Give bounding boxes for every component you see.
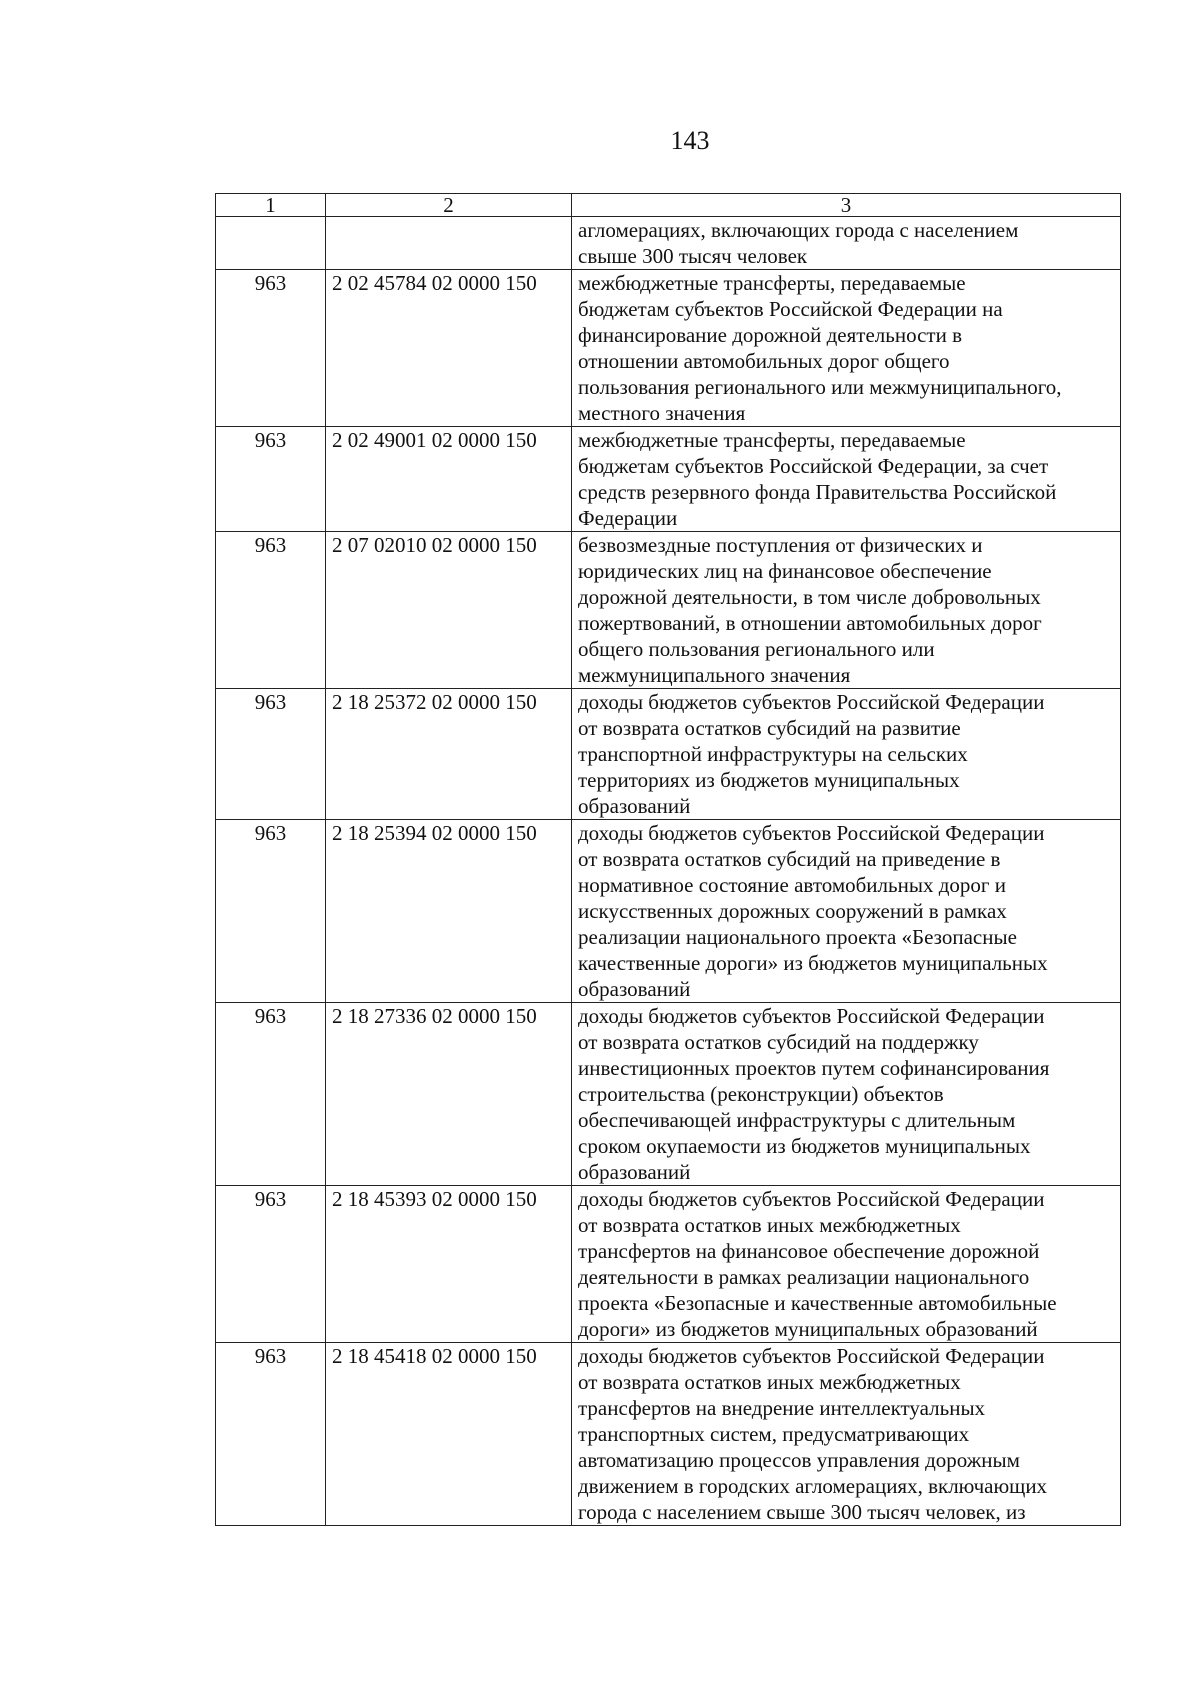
description-line: автоматизацию процессов управления дорожным <box>578 1448 1020 1472</box>
description-line: искусственных дорожных сооружений в рамках <box>578 899 1007 923</box>
description-line: от возврата остатков субсидий на поддержку <box>578 1030 979 1054</box>
revenue-code-cell: 2 18 45393 02 0000 150 <box>326 1186 572 1343</box>
description-cell <box>572 1003 1121 1186</box>
table-body <box>216 217 1121 1526</box>
table-row <box>216 427 1121 532</box>
description-line: доходы бюджетов субъектов Российской Федерации <box>578 1004 1045 1028</box>
description-line: свыше 300 тысяч человек <box>578 244 808 268</box>
description-line: города с населением свыше 300 тысяч человек, из <box>578 1500 1026 1524</box>
description-line: пожертвований, в отношении автомобильных дорог <box>578 611 1042 635</box>
table-header <box>216 194 1121 217</box>
budget-codes-table <box>215 193 1121 1526</box>
description-line: общего пользования регионального или <box>578 637 935 661</box>
description-line: сроком окупаемости из бюджетов муниципальных <box>578 1134 1031 1158</box>
description-line: дорожной деятельности, в том числе добровольных <box>578 585 1041 609</box>
admin-code-cell <box>216 217 326 270</box>
admin-code-cell: 963 <box>216 1186 326 1343</box>
description-cell <box>572 1186 1121 1343</box>
description-line: Федерации <box>578 506 678 530</box>
description-line: доходы бюджетов субъектов Российской Федерации <box>578 821 1045 845</box>
description-line: качественные дороги» из бюджетов муниципальных <box>578 951 1048 975</box>
description-cell <box>572 689 1121 820</box>
admin-code-cell: 963 <box>216 1003 326 1186</box>
table-row <box>216 217 1121 270</box>
description-line: от возврата остатков иных межбюджетных <box>578 1213 961 1237</box>
description-cell <box>572 270 1121 427</box>
description-cell <box>572 1343 1121 1526</box>
description-line: межбюджетные трансферты, передаваемые <box>578 271 966 295</box>
table-row <box>216 532 1121 689</box>
admin-code-cell: 963 <box>216 270 326 427</box>
description-line: межмуниципального значения <box>578 663 851 687</box>
description-line: транспортных систем, предусматривающих <box>578 1422 970 1446</box>
description-line: обеспечивающей инфраструктуры с длительным <box>578 1108 1016 1132</box>
description-line: юридических лиц на финансовое обеспечение <box>578 559 992 583</box>
column-header-1: 1 <box>216 194 326 217</box>
revenue-code-cell: 2 07 02010 02 0000 150 <box>326 532 572 689</box>
description-line: агломерациях, включающих города с населением <box>578 218 1019 242</box>
revenue-code-cell: 2 02 45784 02 0000 150 <box>326 270 572 427</box>
admin-code-cell: 963 <box>216 427 326 532</box>
description-cell <box>572 217 1121 270</box>
description-line: бюджетам субъектов Российской Федерации на <box>578 297 1003 321</box>
description-line: инвестиционных проектов путем софинансирования <box>578 1056 1050 1080</box>
description-line: доходы бюджетов субъектов Российской Федерации <box>578 1344 1045 1368</box>
description-line: доходы бюджетов субъектов Российской Федерации <box>578 1187 1045 1211</box>
description-line: межбюджетные трансферты, передаваемые <box>578 428 966 452</box>
column-header-3: 3 <box>572 194 1121 217</box>
description-line: проекта «Безопасные и качественные автомобильные <box>578 1291 1057 1315</box>
page-number: 143 <box>670 126 710 155</box>
revenue-code-cell: 2 18 27336 02 0000 150 <box>326 1003 572 1186</box>
description-line: бюджетам субъектов Российской Федерации, за счет <box>578 454 1049 478</box>
table-row <box>216 1343 1121 1526</box>
description-line: образований <box>578 794 691 818</box>
table-row <box>216 270 1121 427</box>
description-line: доходы бюджетов субъектов Российской Федерации <box>578 690 1045 714</box>
revenue-code-cell: 2 18 25372 02 0000 150 <box>326 689 572 820</box>
table-row <box>216 820 1121 1003</box>
description-line: безвозмездные поступления от физических и <box>578 533 983 557</box>
description-line: нормативное состояние автомобильных дорог и <box>578 873 1006 897</box>
revenue-code-cell <box>326 217 572 270</box>
admin-code-cell: 963 <box>216 820 326 1003</box>
description-line: движением в городских агломерациях, включающих <box>578 1474 1048 1498</box>
description-cell <box>572 532 1121 689</box>
description-line: образований <box>578 1160 691 1184</box>
description-line: финансирование дорожной деятельности в <box>578 323 962 347</box>
description-line: трансфертов на внедрение интеллектуальных <box>578 1396 986 1420</box>
description-line: от возврата остатков субсидий на приведение в <box>578 847 1001 871</box>
admin-code-cell: 963 <box>216 689 326 820</box>
description-line: трансфертов на финансовое обеспечение дорожной <box>578 1239 1040 1263</box>
description-line: пользования регионального или межмуниципального, <box>578 375 1062 399</box>
description-line: территориях из бюджетов муниципальных <box>578 768 960 792</box>
revenue-code-cell: 2 02 49001 02 0000 150 <box>326 427 572 532</box>
admin-code-cell: 963 <box>216 1343 326 1526</box>
description-line: дороги» из бюджетов муниципальных образований <box>578 1317 1038 1341</box>
description-line: от возврата остатков субсидий на развитие <box>578 716 961 740</box>
description-cell <box>572 820 1121 1003</box>
description-line: местного значения <box>578 401 746 425</box>
table-row <box>216 1186 1121 1343</box>
table-row <box>216 689 1121 820</box>
revenue-code-cell: 2 18 25394 02 0000 150 <box>326 820 572 1003</box>
description-line: строительства (реконструкции) объектов <box>578 1082 944 1106</box>
header-row <box>216 194 1121 217</box>
admin-code-cell: 963 <box>216 532 326 689</box>
description-line: образований <box>578 977 691 1001</box>
description-line: отношении автомобильных дорог общего <box>578 349 950 373</box>
column-header-2: 2 <box>326 194 572 217</box>
description-line: от возврата остатков иных межбюджетных <box>578 1370 961 1394</box>
description-line: транспортной инфраструктуры на сельских <box>578 742 968 766</box>
description-line: средств резервного фонда Правительства Российской <box>578 480 1057 504</box>
table-row <box>216 1003 1121 1186</box>
description-line: деятельности в рамках реализации национального <box>578 1265 1030 1289</box>
revenue-code-cell: 2 18 45418 02 0000 150 <box>326 1343 572 1526</box>
description-cell <box>572 427 1121 532</box>
description-line: реализации национального проекта «Безопасные <box>578 925 1017 949</box>
